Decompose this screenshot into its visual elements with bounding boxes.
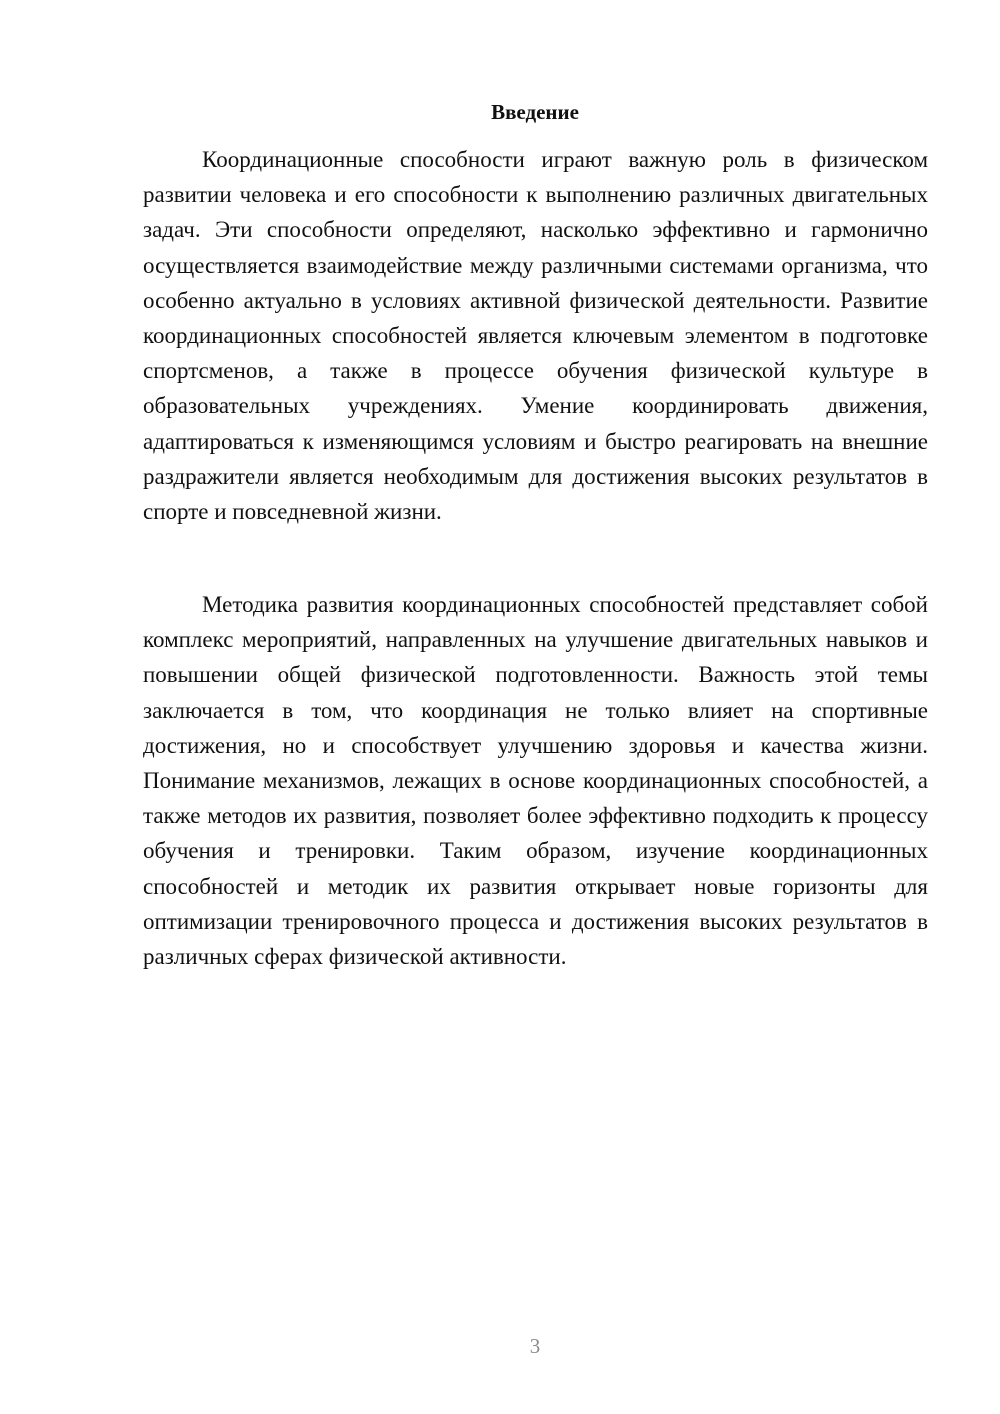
body-paragraph: Координационные способности играют важную роль в физическом развитии человека и его способности к выполнению различных двигательных задач. Эти способности определяют, насколько эффективно и гармонично осуществляется взаимодействие между различными системами организма, что особенно актуально в условиях активной физической деятельности. Развитие координационных способностей является ключевым элементом в подготовке спортсменов, а также в процессе обучения физической культуре в образовательных учреждениях. Умение координировать движения, адаптироваться к изменяющимся условиям и быстро реагировать на внешние раздражители является необходимым для достижения высоких результатов в спорте и повседневной жизни. — [143, 147, 928, 525]
body-paragraph: Методика развития координационных способностей представляет собой комплекс мероприятий, направленных на улучшение двигательных навыков и повышении общей физической подготовленности. Важность этой темы заключается в том, что координация не только влияет на спортивные достижения, но и способствует улучшению здоровья и качества жизни. Понимание механизмов, лежащих в основе координационных способностей, а также методов их развития, позволяет более эффективно подходить к процессу обучения и тренировки. Таким образом, изучение координационных способностей и методик их развития открывает новые горизонты для оптимизации тренировочного процесса и достижения высоких результатов в различных сферах физической активности. — [143, 592, 928, 970]
page-number: 3 — [529, 1334, 541, 1358]
section-title: Введение — [491, 100, 579, 124]
